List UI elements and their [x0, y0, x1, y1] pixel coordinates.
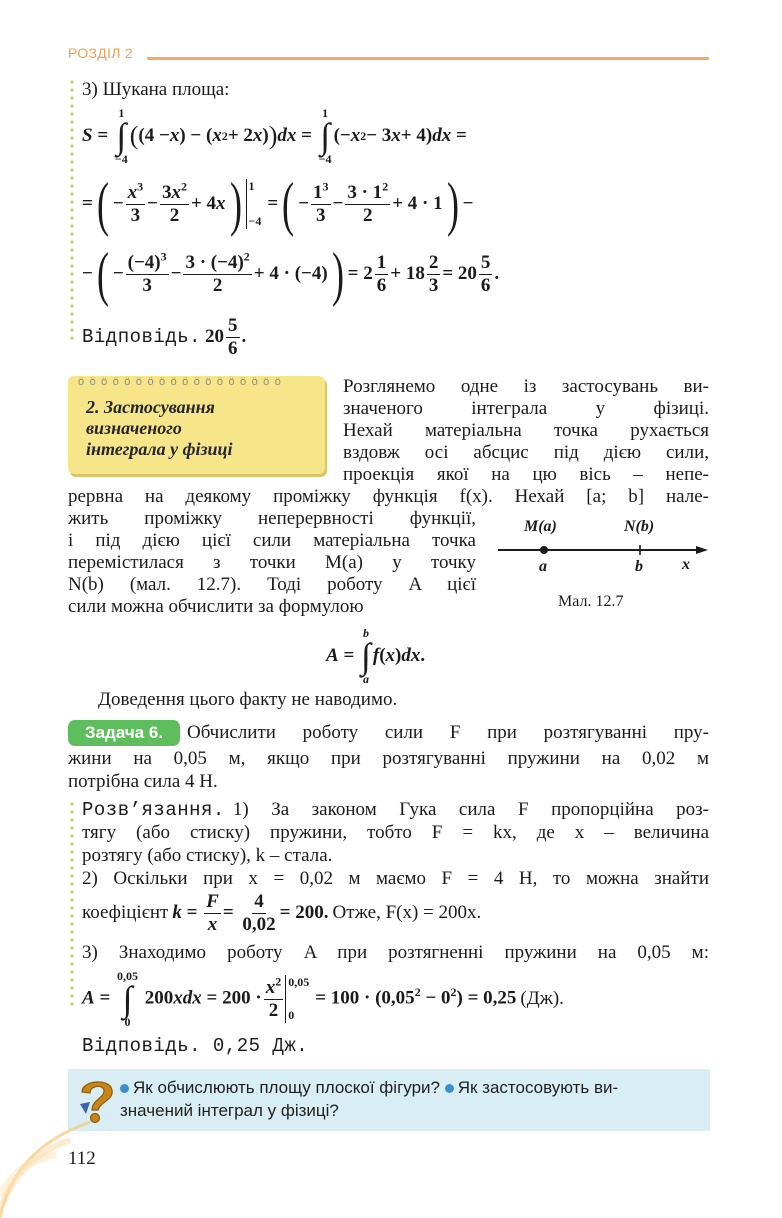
answer-1-whole: 20 [205, 326, 225, 347]
label-M-a: M(a) [524, 518, 557, 535]
part3-title: 3) Шукана площа: [82, 79, 230, 100]
task-badge: Задача 6. [68, 720, 180, 746]
solution-line-4: 2) Оскільки при x = 0,02 м маємо F = 4 Н, то можна знайти [82, 868, 709, 889]
solution-line-6: 3) Знаходимо роботу A при розтягненні пружини на 0,05 м: [82, 942, 709, 963]
solution-line-3: розтягу (або стиску), k – стала. [82, 845, 333, 866]
question-2-end: значений інтеграл у фізиці? [120, 1101, 339, 1120]
label-b: b [635, 558, 643, 575]
label-x: x [682, 556, 690, 573]
paragraph-left-column: жить проміжку неперервності функції, і під дією цієї сили матеріальна точка перемістилася з точки M(a) у точку N(b) (мал. 12.7). Тоді роботу A цієї сили можна обчислити за формулою [68, 508, 476, 617]
page-number: 112 [68, 1148, 96, 1169]
answer-1-numerator: 5 [228, 314, 238, 336]
label-a: a [539, 558, 547, 575]
review-questions [120, 1076, 705, 1122]
answer-1-label: Відповідь. [82, 326, 202, 348]
task-line-3: потрібна сила 4 Н. [68, 771, 218, 792]
work-formula: A = b ∫ a f ( x ) dx . [326, 626, 426, 686]
section-heading: 2. Застосування визначеного інтеграла у фізиці [86, 397, 233, 459]
figure-12-7 [496, 518, 712, 618]
solution-line-1: Розв’язання. 1) За законом Гука сила F пропорційна роз- [82, 799, 709, 821]
x-axis-line [496, 542, 712, 558]
label-N-b: N(b) [624, 518, 655, 535]
header-rule [147, 57, 709, 60]
answer-1: Відповідь. 20 $\frac{5}{6}$ . [82, 314, 247, 359]
section-label: РОЗДІЛ 2 [68, 45, 134, 61]
solution-label: Розв’язання. [82, 799, 225, 821]
notebook-rings: ӧ ӧ ӧ ӧ ӧ ӧ ӧ ӧ ӧ ӧ ӧ ӧ ӧ ӧ ӧ ӧ ӧ ӧ [78, 376, 283, 388]
area-formula-line3: − ( − $\frac{(-4)^3}{3}$ − $\frac{3 \cdot (-4)^2}{2}$ + 4 · (−4) ) = 2 $\frac{1}{6}$ + 18 $\frac{2}{3}$ = 20 $\frac{5}{6}$ . [82, 241, 500, 307]
bullet-icon [120, 1084, 129, 1093]
no-proof-note: Доведення цього факту не наводимо. [98, 689, 398, 710]
task-line-2: жини на 0,05 м, якщо при розтягуванні пружини на 0,02 м [68, 748, 709, 769]
paragraph-full-line: рервна на деякому проміжку функція f(x). Нехай [a; b] нале- [68, 486, 709, 507]
answer-1-denominator: 6 [228, 337, 238, 359]
bullet-icon [445, 1084, 454, 1093]
work-calculation: A = 0,05 ∫ 0 200xdx = 200 · $\frac{x^2}{2}$ 0,05 0 = $100 \cdot (0,05^2 - 0^2) = 0,25$ (Дж). [82, 969, 564, 1029]
margin-dots-top [70, 78, 74, 340]
question-1: Як обчислюють площу плоскої фігури? [133, 1078, 440, 1097]
area-formula-line1: S = 1 ∫ −4 ( (4 − x ) − ( x 2 + 2 x ) ) dx = 1 ∫ −4 (− x 2 − 3 x + 4) dx = [82, 106, 467, 166]
point-M [540, 546, 548, 554]
answer-2: Відповідь. 0,25 Дж. [82, 1035, 309, 1057]
figure-caption: Мал. 12.7 [558, 593, 624, 610]
area-formula-line2: = ( − $\frac{x^3}{3}$ − $\frac{3x^2}{2}$ + 4 x ) 1 −4 = ( − $\frac{1^3}{3}$ − $\frac{3 \cdot 1^2}{2}$ + 4 · 1 ) − [82, 171, 474, 237]
task-line-1: Обчислити роботу сили F при розтягуванні пру- [187, 722, 709, 743]
solution-line-5: коефіцієнт k = $\frac{F}{x}$ = $\frac{4}{0,02}$ = 200. Отже, F(x) = 200x. [82, 890, 482, 935]
question-2-start: Як застосовують ви- [457, 1078, 619, 1097]
margin-dots-bottom [70, 800, 74, 1010]
solution-line-2: тягу (або стиску) пружини, тобто F = kx, де x – величина [82, 822, 709, 843]
intro-text: Розглянемо одне із застосувань ви- значеного інтеграла у фізиці. Нехай матеріальна точка рухається вздовж осі абсцис під дією сили, проекція якої на цю вісь – непе- [343, 376, 709, 485]
